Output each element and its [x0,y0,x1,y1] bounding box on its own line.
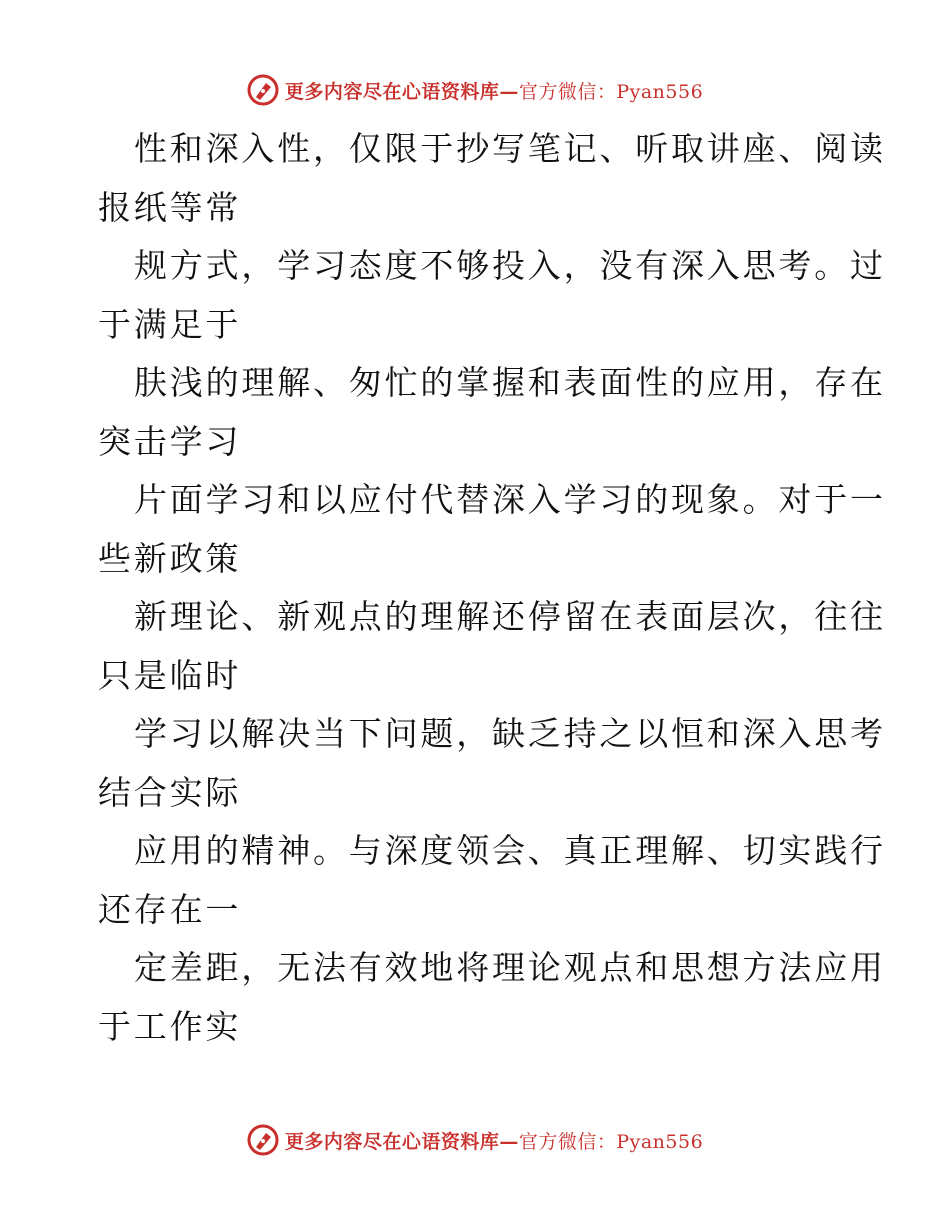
text-line: 报纸等常 [98,187,242,227]
banner-text [285,77,703,104]
text-line: 结合实际 [98,772,242,812]
banner-wechat-text: 官方微信：Pyan556 [518,80,704,103]
text-line: 于满足于 [98,304,242,344]
text-line: 突击学习 [98,421,242,461]
text-line: 新理论、新观点的理解还停留在表面层次，往往 [134,597,886,636]
text-line: 肤浅的理解、匆忙的掌握和表面性的应用，存在 [134,363,886,402]
text-line: 片面学习和以应付代替深入学习的现象。对于一 [134,480,886,519]
footer-banner [0,1120,950,1160]
text-line: 只是临时 [98,655,242,695]
banner-wechat-text: 官方微信：Pyan556 [518,1130,704,1153]
pen-nib-logo-icon [247,74,279,106]
banner-text [285,1127,703,1154]
text-line: 于工作实 [98,1006,242,1046]
banner-main-text: 更多内容尽在心语资料库— [284,1130,519,1153]
text-line: 还存在一 [98,889,242,929]
text-line: 些新政策 [98,538,242,578]
pen-nib-logo-icon [247,1124,279,1156]
text-line: 学习以解决当下问题，缺乏持之以恒和深入思考 [134,714,886,753]
text-line: 定差距，无法有效地将理论观点和思想方法应用 [134,948,886,987]
banner-main-text: 更多内容尽在心语资料库— [284,80,519,103]
document-body [98,120,886,1056]
header-banner [0,70,950,110]
text-line: 性和深入性，仅限于抄写笔记、听取讲座、阅读 [134,129,886,168]
text-line: 应用的精神。与深度领会、真正理解、切实践行 [134,831,886,870]
text-line: 规方式，学习态度不够投入，没有深入思考。过 [134,246,886,285]
